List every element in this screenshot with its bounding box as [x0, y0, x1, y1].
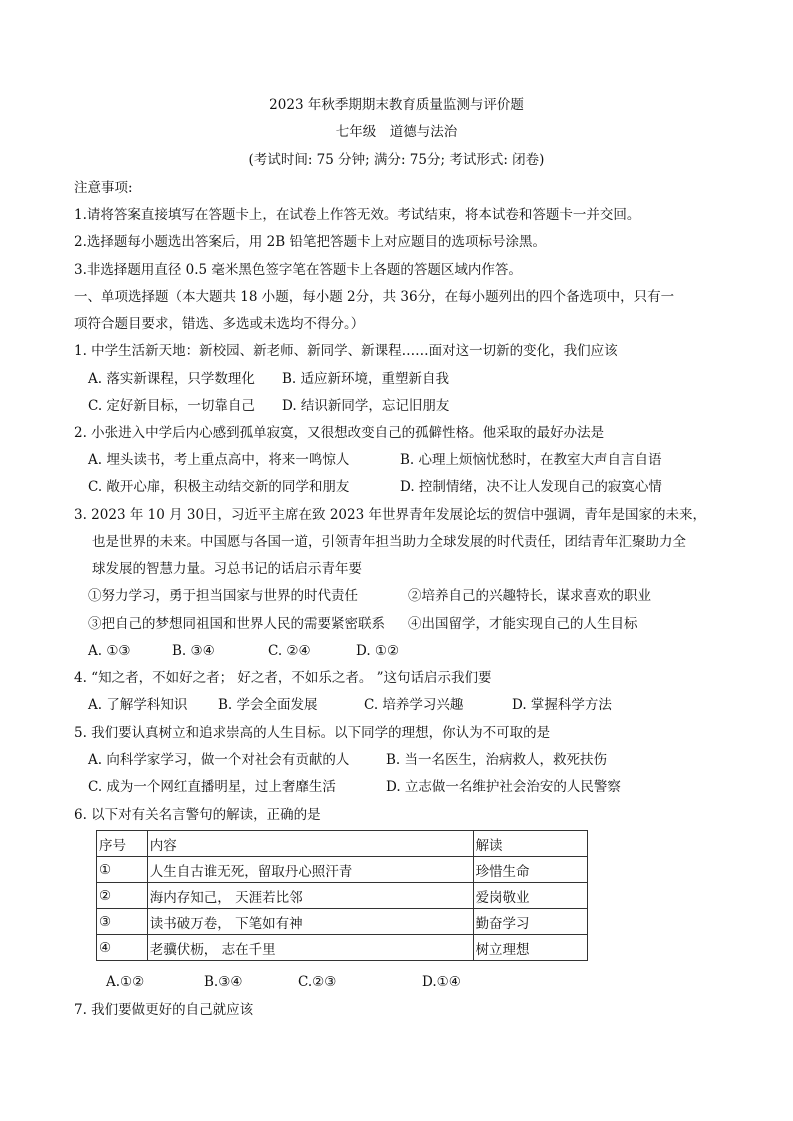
section-heading-line-2: 项符合题目要求，错选、多选或未选均不得分。）: [74, 316, 365, 332]
table-row: [97, 935, 588, 961]
q1-stem: 1. 中学生活新天地：新校园、新老师、新同学、新课程……面对这一切新的变化，我们应该: [74, 343, 618, 359]
section-heading-line-1: 一、单项选择题（本大题共 18 小题，每小题 2分，共 36分，在每小题列出的四个备选项中，只有一: [74, 289, 675, 305]
q3-statement-2: ②培养自己的兴趣特长，谋求喜欢的职业: [408, 588, 651, 604]
note-item-1: 1.请将答案直接填写在答题卡上，在试卷上作答无效。考试结束，将本试卷和答题卡一并交回。: [74, 207, 641, 223]
q3-statement-1: ①努力学习，勇于担当国家与世界的时代责任: [88, 588, 358, 604]
row-content: 读书破万卷， 下笔如有神: [147, 909, 473, 935]
row-number: ④: [97, 935, 148, 961]
table-header-row: [97, 831, 588, 857]
exam-title: 2023 年秋季期期末教育质量监测与评价题: [269, 97, 524, 113]
q2-option-a: A. 埋头读书，考上重点高中，将来一鸣惊人: [88, 452, 350, 468]
q5-option-b: B. 当一名医生，治病救人，救死扶伤: [386, 752, 608, 768]
q2-option-d: D. 控制情绪，决不让人发现自己的寂寞心情: [400, 479, 662, 495]
q6-option-c: C.②③: [298, 974, 337, 990]
q1-option-b: B. 适应新环境，重塑新自我: [282, 371, 450, 387]
row-interpretation: 勤奋学习: [473, 909, 587, 935]
header-content: 内容: [147, 831, 473, 857]
row-interpretation: 树立理想: [473, 935, 587, 961]
q1-option-c: C. 定好新目标，一切靠自己: [88, 398, 255, 414]
q6-stem: 6. 以下对有关名言警句的解读，正确的是: [74, 807, 321, 823]
q1-option-d: D. 结识新同学，忘记旧朋友: [282, 398, 450, 414]
q3-stem-line-3: 球发展的智慧力量。习总书记的话启示青年要: [92, 561, 362, 577]
row-number: ①: [97, 857, 148, 883]
q3-stem-line-1: 3. 2023 年 10 月 30日，习近平主席在致 2023 年世界青年发展论坛的贺信中强调，青年是国家的未来，: [74, 507, 706, 523]
row-interpretation: 珍惜生命: [473, 857, 587, 883]
q7-stem: 7. 我们要做更好的自己就应该: [74, 1002, 254, 1018]
notes-heading: 注意事项:: [74, 180, 133, 196]
header-interpretation: 解读: [473, 831, 587, 857]
q4-stem: 4. “知之者，不如好之者； 好之者，不如乐之者。 ”这句话启示我们要: [74, 670, 492, 686]
q5-option-d: D. 立志做一名维护社会治安的人民警察: [386, 779, 621, 795]
exam-info: (考试时间: 75 分钟; 满分: 75分; 考试形式: 闭卷): [248, 152, 545, 168]
q6-option-d: D.①④: [422, 974, 461, 990]
note-item-3: 3.非选择题用直径 0.5 毫米黑色签字笔在答题卡上各题的答题区域内作答。: [74, 262, 522, 278]
q6-table: [96, 830, 588, 961]
row-number: ③: [97, 909, 148, 935]
q5-option-c: C. 成为一个网红直播明星，过上奢靡生活: [88, 779, 336, 795]
q3-option-b: B. ③④: [172, 643, 215, 659]
q3-stem-line-2: 也是世界的未来。中国愿与各国一道，引领青年担当助力全球发展的时代责任，团结青年汇聚助力全: [92, 534, 686, 550]
header-number: 序号: [97, 831, 148, 857]
q2-stem: 2. 小张进入中学后内心感到孤单寂寞，又很想改变自己的孤僻性格。他采取的最好办法是: [74, 425, 605, 441]
row-content: 人生自古谁无死，留取丹心照汗青: [147, 857, 473, 883]
q2-option-c: C. 敞开心扉，积极主动结交新的同学和朋友: [88, 479, 350, 495]
q3-statement-3: ③把自己的梦想同祖国和世界人民的需要紧密联系: [88, 616, 385, 632]
table-row: [97, 909, 588, 935]
q2-option-b: B. 心理上烦恼忧愁时，在教室大声自言自语: [400, 452, 662, 468]
q4-option-d: D. 掌握科学方法: [512, 697, 612, 713]
table-row: [97, 857, 588, 883]
q4-option-a: A. 了解学科知识: [88, 697, 188, 713]
table-row: [97, 883, 588, 909]
q4-option-c: C. 培养学习兴趣: [364, 697, 464, 713]
q3-option-a: A. ①③: [88, 643, 131, 659]
q6-option-b: B.③④: [204, 974, 243, 990]
q3-option-c: C. ②④: [268, 643, 311, 659]
q6-option-a: A.①②: [106, 974, 145, 990]
row-interpretation: 爱岗敬业: [473, 883, 587, 909]
q5-stem: 5. 我们要认真树立和追求崇高的人生目标。以下同学的理想，你认为不可取的是: [74, 725, 551, 741]
row-content: 海内存知己， 天涯若比邻: [147, 883, 473, 909]
q4-option-b: B. 学会全面发展: [218, 697, 318, 713]
row-content: 老骥伏枥， 志在千里: [147, 935, 473, 961]
row-number: ②: [97, 883, 148, 909]
q5-option-a: A. 向科学家学习，做一个对社会有贡献的人: [88, 752, 350, 768]
grade-subject: 七年级 道德与法治: [335, 124, 458, 140]
q3-option-d: D. ①②: [356, 643, 400, 659]
q3-statement-4: ④出国留学，才能实现自己的人生目标: [408, 616, 638, 632]
note-item-2: 2.选择题每小题选出答案后，用 2B 铅笔把答题卡上对应题目的选项标号涂黑。: [74, 234, 546, 250]
q1-option-a: A. 落实新课程，只学数理化: [88, 371, 255, 387]
